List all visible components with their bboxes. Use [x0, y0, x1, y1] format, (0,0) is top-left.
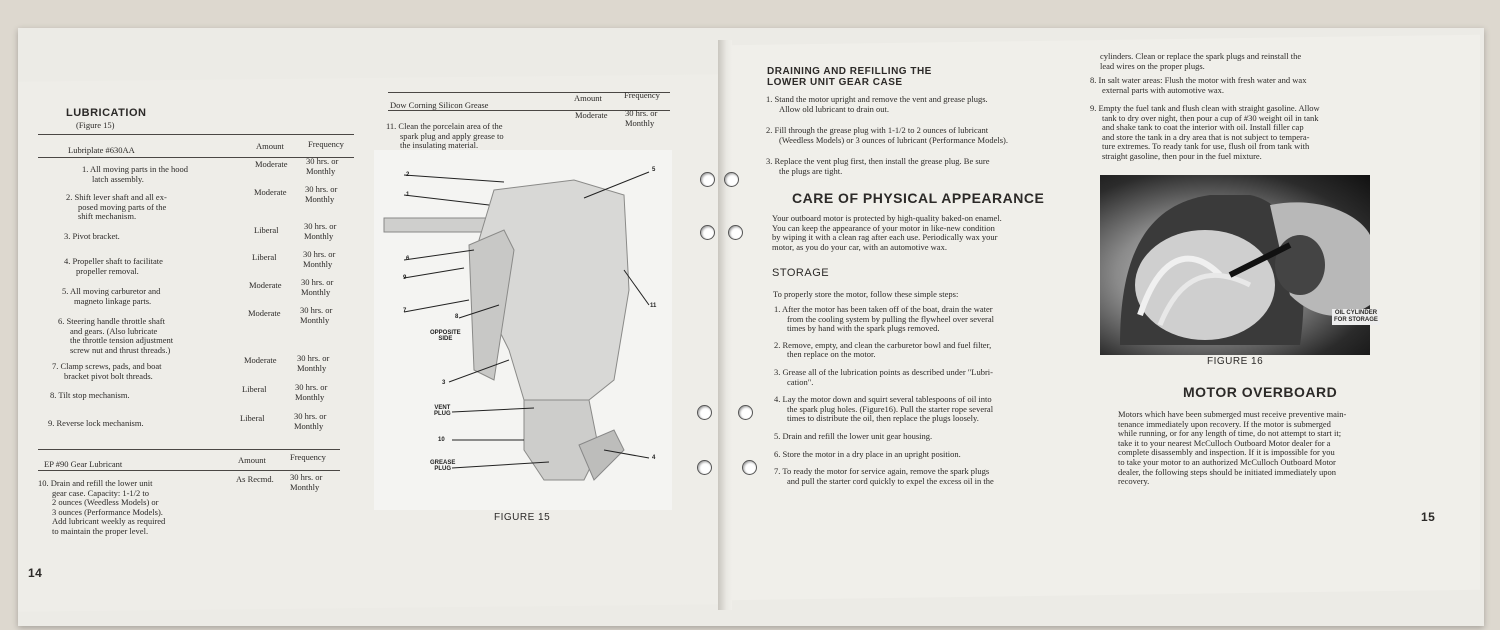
row-frequency: 30 hrs. or Monthly	[290, 472, 323, 492]
table3-header: Dow Corning Silicon Grease	[390, 100, 489, 110]
callout-number: 9	[403, 275, 407, 281]
table-row: 2. Shift lever shaft and all ex- posed moving parts of the shift mechanism.	[66, 192, 167, 222]
table-row: 1. All moving parts in the hood latch assembly.	[82, 164, 189, 184]
figure-16-photo	[1100, 175, 1370, 355]
storage-step-9: 9. Empty the fuel tank and flush clean with straight gasoline. Allow tank to dry over night, then pour a cup of #30 weight oil in tank and shake tank to coat the interior with oil. Install filler cap and store the tank in a dry area that is not subject to tempera- ture extremes. To ready tank for use, flush oil from tank with straight gasoline, then pour in the fuel mixture.	[1090, 103, 1320, 161]
table1-col-frequency: Frequency	[308, 139, 344, 149]
row-frequency: 30 hrs. or Monthly	[304, 221, 337, 241]
storage-step-8: 8. In salt water areas: Flush the motor with fresh water and wax external parts with automotive wax.	[1090, 75, 1307, 95]
figure-15-caption: FIGURE 15	[494, 512, 551, 523]
callout-number: 1	[406, 192, 410, 198]
table-row: 6. Steering handle throttle shaft and gears. (Also lubricate the throttle tension adjustment screw nut and thrust threads.)	[58, 316, 174, 355]
binding-hole	[700, 225, 715, 240]
table-row: 4. Propeller shaft to facilitate propeller removal.	[64, 256, 163, 276]
row-amount: Liberal	[240, 413, 265, 423]
callout-vent-plug: VENT PLUG	[434, 405, 451, 417]
table-row: 7. Clamp screws, pads, and boat bracket pivot bolt threads.	[52, 361, 162, 381]
figure-16-caption: FIGURE 16	[1207, 356, 1264, 367]
binding-hole	[697, 405, 712, 420]
row-amount: Liberal	[254, 225, 279, 235]
draining-steps: 1. Stand the motor upright and remove the vent and grease plugs. Allow old lubricant to drain out. 2. Fill through the grease plug with 1-1/2 to 2 ounces of lubricant (Weedless Models) or 3 ounces of lubricant (Performance Models). 3. Replace the vent plug first, then install the grease plug. Be sure the plugs are tight.	[766, 94, 1008, 176]
table-row: 11. Clean the porcelain area of the spark plug and apply grease to the insulating material.	[386, 121, 504, 151]
oil-cylinder-photo-drawing	[1100, 175, 1370, 355]
binding-hole	[724, 172, 739, 187]
row-amount: Moderate	[248, 308, 281, 318]
row-amount: Moderate	[244, 355, 277, 365]
left-page-number: 14	[28, 566, 43, 580]
row-frequency: 30 hrs. or Monthly	[303, 249, 336, 269]
binding-gutter	[718, 40, 732, 610]
row-amount: Liberal	[252, 252, 277, 262]
table2-top-rule	[38, 449, 340, 450]
row-amount: As Recmd.	[236, 474, 274, 484]
callout-grease-plug: GREASE PLUG	[430, 460, 456, 472]
draining-title: DRAINING AND REFILLING THE LOWER UNIT GEAR CASE	[767, 66, 932, 88]
table1-top-rule	[38, 134, 354, 135]
table-row: 3. Pivot bracket.	[64, 231, 120, 241]
table2-header: EP #90 Gear Lubricant	[44, 459, 123, 469]
storage-intro: To properly store the motor, follow these simple steps:	[773, 289, 959, 299]
photo-label: OIL CYLINDER FOR STORAGE	[1334, 310, 1378, 323]
callout-number: 5	[652, 167, 656, 173]
callout-opposite-side: OPPOSITE SIDE	[430, 330, 461, 342]
care-title: CARE OF PHYSICAL APPEARANCE	[792, 190, 1045, 206]
row-amount: Moderate	[575, 110, 608, 120]
row-amount: Moderate	[249, 280, 282, 290]
table3-col-amount: Amount	[574, 93, 602, 103]
table2-col-amount: Amount	[238, 455, 266, 465]
callout-number: 3	[442, 380, 446, 386]
table-row: 5. All moving carburetor and magneto linkage parts.	[62, 286, 161, 306]
table2-header-rule	[38, 470, 340, 471]
storage-steps: 1. After the motor has been taken off of the boat, drain the water from the cooling system by pulling the flywheel over several times by hand with the spark plugs removed. 2. Remove, empty, and clean the carburetor bowl and fuel filter, then replace on the motor. 3. Grease all of the lubrication points as described under "Lubri- cation". 4. Lay the motor down and squirt several tablespoons of oil into the spark plug holes. (Figure16). Pull the starter rope several times to distribute the oil, then replace the plugs loosely. 5. Drain and refill the lower unit gear housing. 6. Store the motor in a dry place in an upright position. 7. To ready the motor for service again, remove the spark plugs and pull the starter cord quickly to expel the excess oil in the	[774, 304, 995, 486]
callout-number: 11	[650, 303, 657, 309]
right-page-number: 15	[1421, 510, 1436, 524]
overboard-text: Motors which have been submerged must receive preventive main- tenance immediately upon recovery. If the motor is submerged while running, or for any length of time, do not attempt to start it; take it to your nearest McCulloch Outboard Motor dealer for a complete disassembly and inspection. If it is impossible for you to take your motor to an authorized McCulloch Outboard Motor dealer, the following steps should be initiated immediately upon recovery.	[1118, 409, 1347, 487]
figure-15-illustration	[374, 150, 672, 510]
table-row: 9. Reverse lock mechanism.	[48, 418, 144, 428]
lubrication-subtitle: (Figure 15)	[76, 120, 115, 130]
binding-hole	[742, 460, 757, 475]
row-amount: Liberal	[242, 384, 267, 394]
callout-number: 2	[406, 172, 410, 178]
table2-col-frequency: Frequency	[290, 452, 326, 462]
table3-col-frequency: Frequency	[624, 90, 660, 100]
table-row: 8. Tilt stop mechanism.	[50, 390, 130, 400]
binding-hole	[738, 405, 753, 420]
row-amount: Moderate	[255, 159, 288, 169]
row-frequency: 30 hrs. or Monthly	[295, 382, 328, 402]
row-frequency: 30 hrs. or Monthly	[305, 184, 338, 204]
storage-title: STORAGE	[772, 267, 830, 279]
row-frequency: 30 hrs. or Monthly	[297, 353, 330, 373]
binding-hole	[728, 225, 743, 240]
lubrication-title: LUBRICATION	[66, 107, 147, 119]
row-frequency: 30 hrs. or Monthly	[625, 108, 658, 128]
outboard-motor-drawing	[374, 150, 672, 510]
row-frequency: 30 hrs. or Monthly	[301, 277, 334, 297]
binding-hole	[700, 172, 715, 187]
row-amount: Moderate	[254, 187, 287, 197]
table1-header: Lubriplate #630AA	[68, 145, 135, 155]
binding-hole	[697, 460, 712, 475]
table-row: 10. Drain and refill the lower unit gear case. Capacity: 1-1/2 to 2 ounces (Weedless Models) or 3 ounces (Performance Models). Add lubricant weekly as required to maintain the proper level.	[38, 478, 166, 536]
callout-number: 8	[455, 314, 459, 320]
callout-number: 6	[406, 256, 410, 262]
row-frequency: 30 hrs. or Monthly	[306, 156, 339, 176]
callout-number: 10	[438, 437, 445, 443]
row-frequency: 30 hrs. or Monthly	[300, 305, 333, 325]
row-frequency: 30 hrs. or Monthly	[294, 411, 327, 431]
table1-col-amount: Amount	[256, 141, 284, 151]
callout-number: 4	[652, 455, 656, 461]
care-text: Your outboard motor is protected by high-quality baked-on enamel. You can keep the appearance of your motor in like-new condition by wiping it with a clean rag after each use. Periodically wax your motor, as you do your car, with an automotive wax.	[772, 213, 1002, 252]
storage-continued: cylinders. Clean or replace the spark plugs and reinstall the lead wires on the proper plugs.	[1100, 51, 1302, 71]
callout-number: 7	[403, 308, 407, 314]
overboard-title: MOTOR OVERBOARD	[1183, 384, 1338, 400]
